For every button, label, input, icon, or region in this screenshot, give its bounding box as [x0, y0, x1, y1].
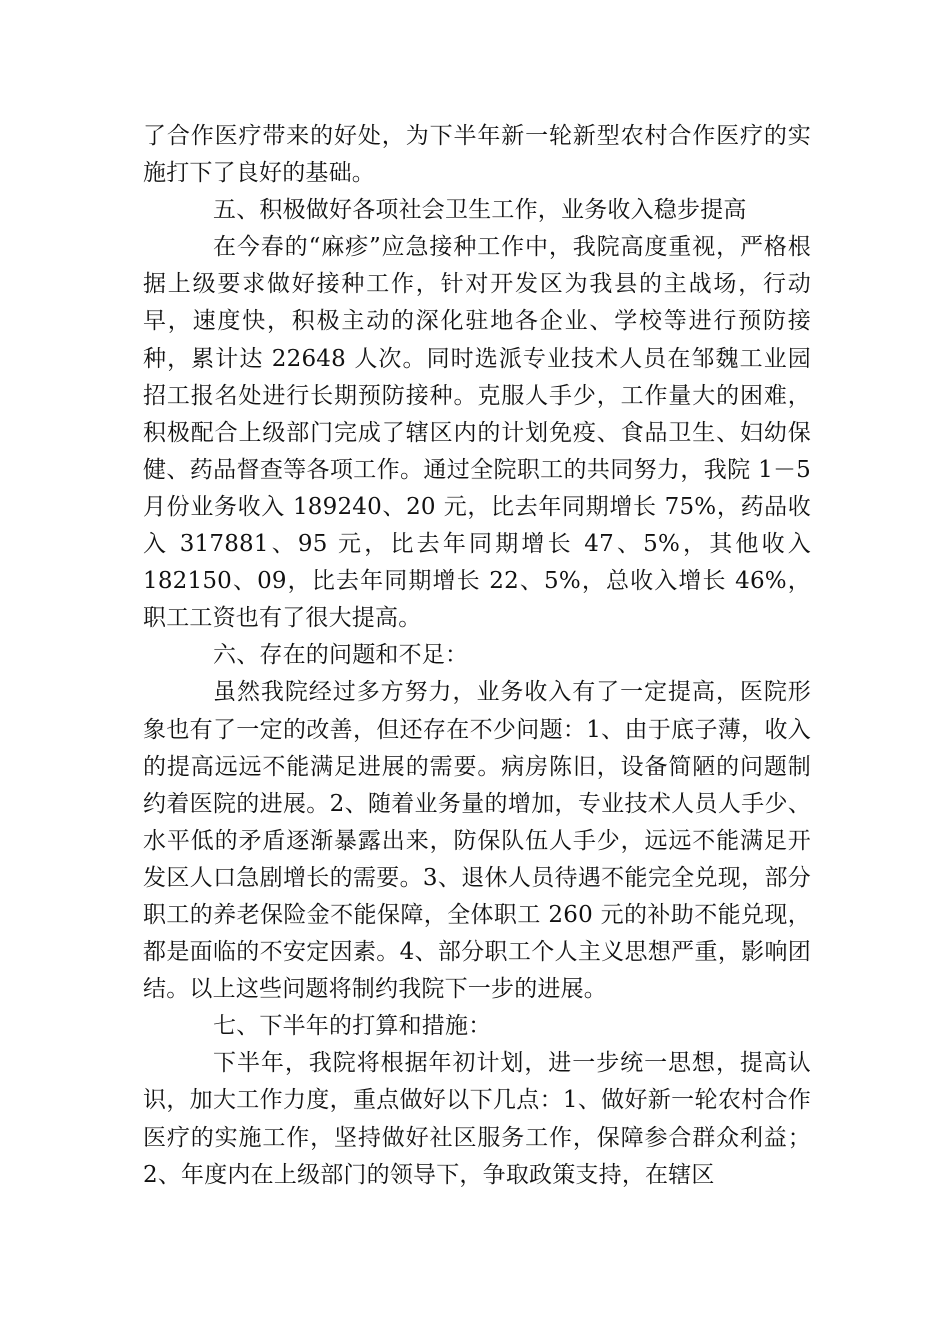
paragraph-continuation: 了合作医疗带来的好处，为下半年新一轮新型农村合作医疗的实施打下了良好的基础。	[143, 123, 811, 187]
section-heading-7: 七、下半年的打算和措施：	[213, 1013, 492, 1040]
section-heading-6: 六、存在的问题和不足：	[213, 642, 469, 669]
paragraph-vaccination-income: 在今春的“麻疹”应急接种工作中，我院高度重视，严格根据上级要求做好接种工作，针对开发区为我县的主战场，行动早，速度快，积极主动的深化驻地各企业、学校等进行预防接种，累计达 22648 人次。同时选派专业技术人员在邹魏工业园招工报名处进行长期预防接种。克服人手少，工作量大的困难，积极配合上级部门完成了辖区内的计划免疫、食品卫生、妇幼保健、药品督查等各项工作。通过全院职工的共同努力，我院 1－5 月份业务收入 189240、20 元，比去年同期增长 75%，药品收入 317881、95 元，比去年同期增长 47、5%，其他收入 182150、09，比去年同期增长 22、5%，总收入增长 46%，职工工资也有了很大提高。	[143, 234, 811, 632]
document-body	[143, 118, 811, 1194]
paragraph-problems: 虽然我院经过多方努力，业务收入有了一定提高，医院形象也有了一定的改善，但还存在不少问题：1、由于底子薄，收入的提高远远不能满足进展的需要。病房陈旧，设备简陋的问题制约着医院的进展。2、随着业务量的增加，专业技术人员人手少、水平低的矛盾逐渐暴露出来，防保队伍人手少，远远不能满足开发区人口急剧增长的需要。3、退休人员待遇不能完全兑现，部分职工的养老保险金不能保障，全体职工 260 元的补助不能兑现，都是面临的不安定因素。4、部分职工个人主义思想严重，影响团结。以上这些问题将制约我院下一步的进展。	[143, 679, 811, 1003]
paragraph-plans: 下半年，我院将根据年初计划，进一步统一思想，提高认识，加大工作力度，重点做好以下几点：1、做好新一轮农村合作医疗的实施工作，坚持做好社区服务工作，保障参合群众利益；2、年度内在上级部门的领导下，争取政策支持，在辖区	[143, 1050, 811, 1188]
section-heading-5: 五、积极做好各项社会卫生工作，业务收入稳步提高	[213, 197, 747, 224]
